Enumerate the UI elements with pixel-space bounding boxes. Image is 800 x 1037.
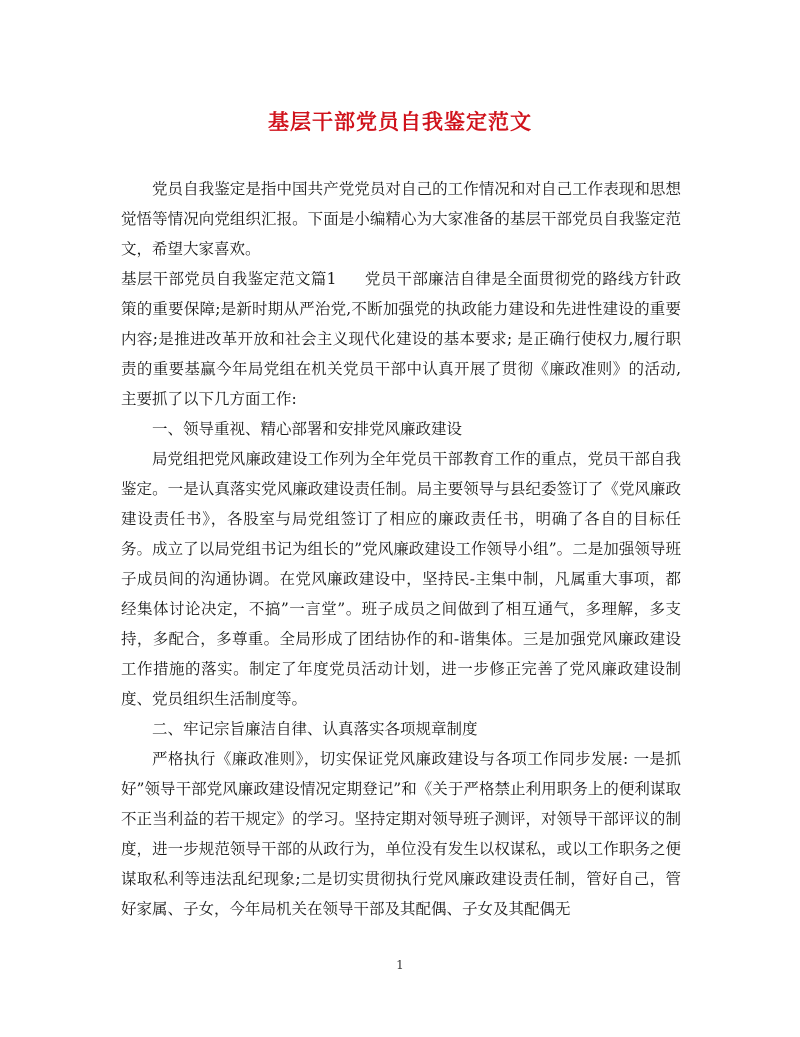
article-paragraph xyxy=(121,264,681,414)
article-label: 基层干部党员自我鉴定范文篇1 xyxy=(121,270,337,288)
article-lead: 党员干部廉洁自律是全面贯彻党的路线方针政策的重要保障;是新时期从严治党,不断加强党的执政能力建设和先进性建设的重要内容;是推进改革开放和社会主义现代化建设的基本要求; 是正确行使权力,履行职责的重要基赢今年局党组在机关党员干部中认真开展了贯彻《廉政准则》的活动,主要抓了以下几方面工作: xyxy=(121,270,681,408)
section-heading-2: 二、牢记宗旨廉洁自律、认真落实各项规章制度 xyxy=(152,720,478,738)
section-body-1: 局党组把党风廉政建设工作列为全年党员干部教育工作的重点，党员干部自我鉴定。一是认真落实党风廉政建设责任制。局主要领导与县纪委签订了《党风廉政建设责任书》，各股室与局党组签订了相应的廉政责任书，明确了各自的目标任务。成立了以局党组书记为组长的”党风廉政建设工作领导小组”。二是加强领导班子成员间的沟通协调。在党风廉政建设中，坚持民-主集中制，凡属重大事项，都经集体讨论决定，不搞”一言堂”。班子成员之间做到了相互通气，多理解，多支持，多配合，多尊重。全局形成了团结协作的和-谐集体。三是加强党风廉政建设工作措施的落实。制定了年度党员活动计划，进一步修正完善了党风廉政建设制度、党员组织生活制度等。 xyxy=(121,450,681,708)
page-number: 1 xyxy=(396,958,404,972)
section-body-2: 严格执行《廉政准则》，切实保证党风廉政建设与各项工作同步发展: 一是抓好”领导干部党风廉政建设情况定期登记”和《关于严格禁止利用职务上的便利谋取不正当利益的若干规定》的学习。坚持定期对领导班子测评，对领导干部评议的制度，进一步规范领导干部的从政行为，单位没有发生以权谋私，或以工作职务之便谋取私利等违法乱纪现象;二是切实贯彻执行党风廉政建设责任制，管好自己，管好家属、子女，今年局机关在领导干部及其配偶、子女及其配偶无 xyxy=(121,750,681,918)
document-title: 基层干部党员自我鉴定范文 xyxy=(268,110,532,134)
document-body xyxy=(121,174,681,924)
intro-paragraph: 党员自我鉴定是指中国共产党党员对自己的工作情况和对自己工作表现和思想觉悟等情况向党组织汇报。下面是小编精心为大家准备的基层干部党员自我鉴定范文，希望大家喜欢。 xyxy=(121,180,681,258)
section-heading-1: 一、领导重视、精心部署和安排党风廉政建设 xyxy=(152,420,463,438)
